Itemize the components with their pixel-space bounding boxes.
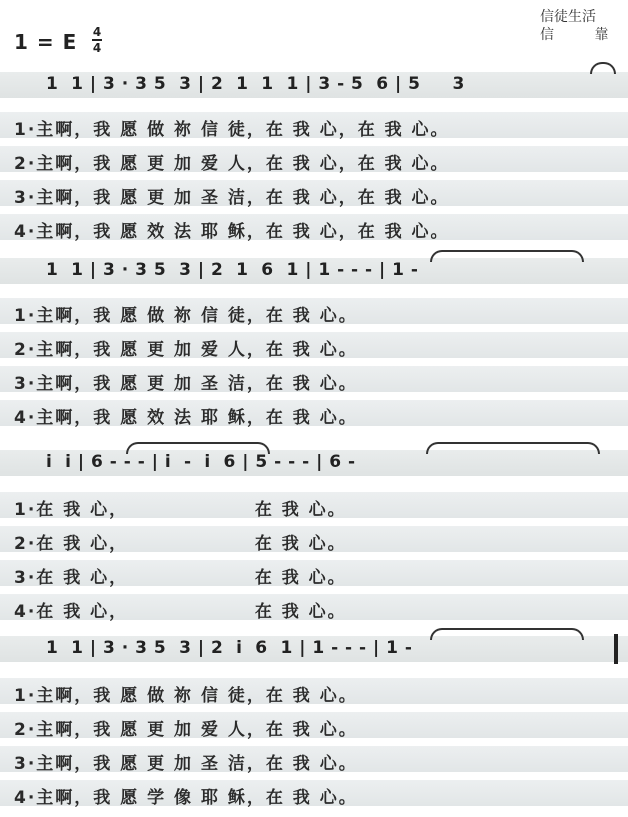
verse-1: 1·主啊，我 愿 做 祢 信 徒，在 我 心，在 我 心。 — [14, 120, 450, 140]
lyric-line — [0, 180, 628, 206]
tie — [430, 628, 584, 640]
verse-1: 1·主啊，我 愿 做 祢 信 徒，在 我 心。 — [14, 306, 358, 326]
verse-1: 1·在 我 心， 在 我 心。 — [14, 500, 347, 520]
key-signature: 1 = E — [14, 30, 78, 54]
verse-3: 3·主啊，我 愿 更 加 圣 洁，在 我 心。 — [14, 374, 358, 394]
credit-lyricist: 信徒生活 — [540, 9, 596, 25]
lyric-line — [0, 146, 628, 172]
verse-2: 2·主啊，我 愿 更 加 爱 人，在 我 心。 — [14, 340, 358, 360]
verse-3: 3·在 我 心， 在 我 心。 — [14, 568, 347, 588]
credit-arranger: 信 靠 — [540, 27, 627, 43]
notes-row — [0, 72, 628, 98]
verse-1: 1·主啊，我 愿 做 祢 信 徒，在 我 心。 — [14, 686, 358, 706]
lyric-line — [0, 214, 628, 240]
lyric-line — [0, 594, 628, 620]
lyric-line — [0, 112, 628, 138]
notes-text: 1 1 | 3 · 3 5 3 | 2 1 6 1 | 1 - - - | 1 - — [46, 260, 419, 280]
lyric-line — [0, 400, 628, 426]
lyric-line — [0, 746, 628, 772]
lyric-line — [0, 298, 628, 324]
verse-4: 4·主啊，我 愿 学 像 耶 稣，在 我 心。 — [14, 788, 358, 808]
verse-3: 3·主啊，我 愿 更 加 圣 洁，在 我 心，在 我 心。 — [14, 188, 450, 208]
verse-3: 3·主啊，我 愿 更 加 圣 洁，在 我 心。 — [14, 754, 358, 774]
verse-2: 2·在 我 心， 在 我 心。 — [14, 534, 347, 554]
tie — [126, 442, 270, 454]
credits — [540, 8, 626, 44]
time-signature — [92, 26, 102, 54]
notes-text: i i | 6 - - - | i - i 6 | 5 - - - | 6 - — [46, 452, 356, 472]
verse-4: 4·在 我 心， 在 我 心。 — [14, 602, 347, 622]
lyric-line — [0, 678, 628, 704]
lyric-line — [0, 332, 628, 358]
verse-2: 2·主啊，我 愿 更 加 爱 人，在 我 心。 — [14, 720, 358, 740]
lyric-line — [0, 366, 628, 392]
lyric-line — [0, 560, 628, 586]
notes-text: 1 1 | 3 · 3 5 3 | 2 1 1 1 | 3 - 5 6 | 5 3 — [46, 74, 465, 94]
tie — [430, 250, 584, 262]
fermata-tie — [590, 62, 616, 74]
lyric-line — [0, 492, 628, 518]
verse-4: 4·主啊，我 愿 效 法 耶 稣，在 我 心，在 我 心。 — [14, 222, 450, 242]
lyric-line — [0, 526, 628, 552]
tie — [426, 442, 600, 454]
final-barline — [614, 634, 618, 664]
notes-text: 1 1 | 3 · 3 5 3 | 2 i 6 1 | 1 - - - | 1 - — [46, 638, 413, 658]
lyric-line — [0, 712, 628, 738]
verse-4: 4·主啊，我 愿 效 法 耶 稣，在 我 心。 — [14, 408, 358, 428]
meter-bottom: 4 — [92, 41, 102, 55]
meter-top: 4 — [92, 25, 102, 39]
lyric-line — [0, 780, 628, 806]
verse-2: 2·主啊，我 愿 更 加 爱 人，在 我 心，在 我 心。 — [14, 154, 450, 174]
